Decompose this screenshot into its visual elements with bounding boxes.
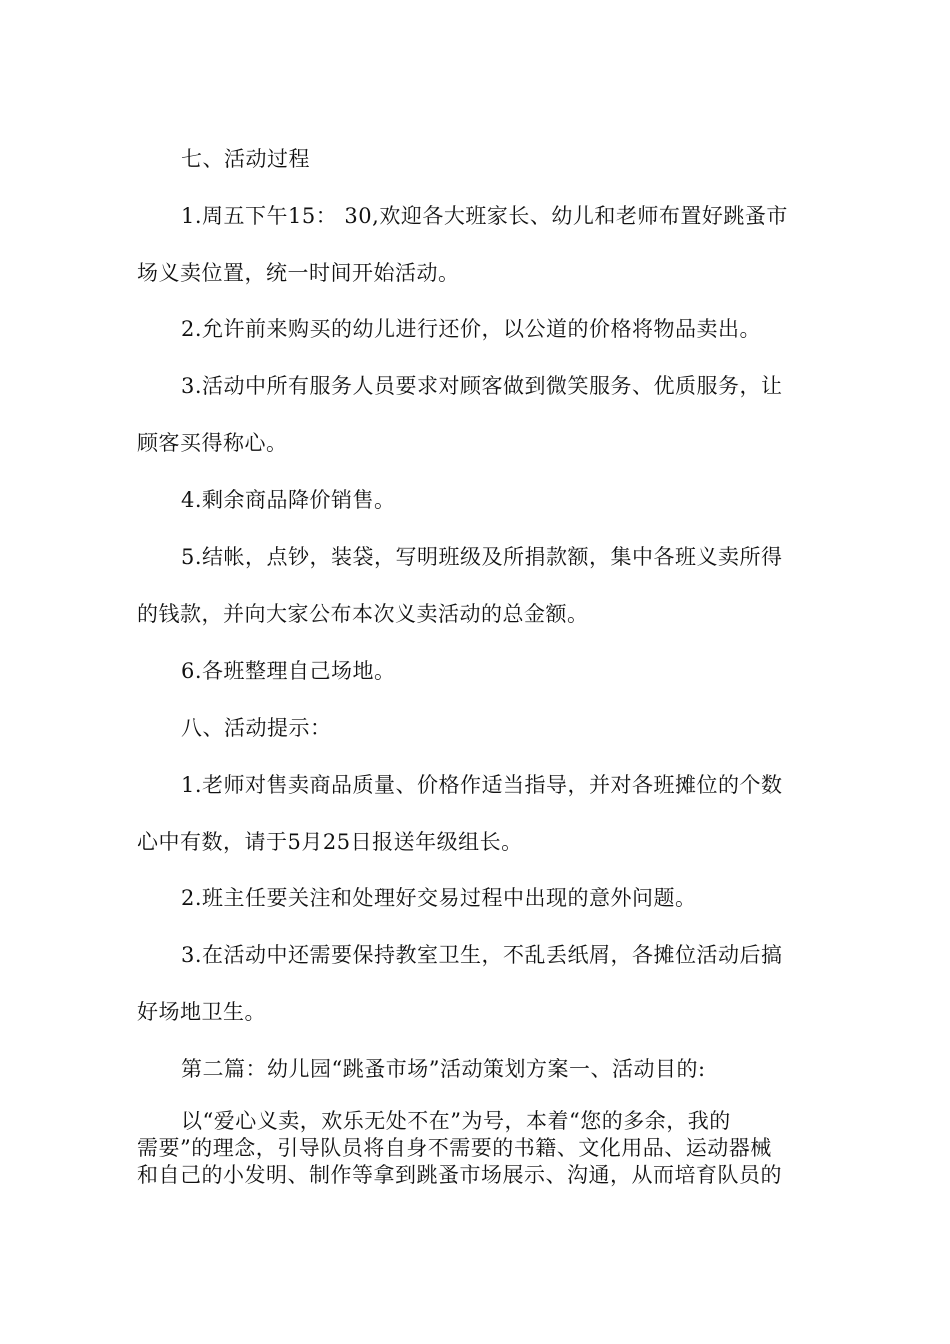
paragraph-line: 3.活动中所有服务人员要求对顾客做到微笑服务、优质服务，让 [181, 374, 783, 398]
section-heading-8: 八、活动提示： [181, 716, 332, 740]
paragraph-line: 5.结帐，点钞，装袋，写明班级及所捐款额，集中各班义卖所得 [181, 545, 783, 569]
paragraph-line: 以“爱心义卖，欢乐无处不在”为号，本着“您的多余，我的 [181, 1109, 731, 1133]
paragraph-line: 场义卖位置，统一时间开始活动。 [137, 261, 460, 285]
chapter-heading: 第二篇：幼儿园“跳蚤市场”活动策划方案一、活动目的: [181, 1057, 706, 1081]
paragraph-line: 1.周五下午15： 30,欢迎各大班家长、幼儿和老师布置好跳蚤市 [181, 204, 788, 228]
paragraph-line: 好场地卫生。 [137, 1000, 266, 1024]
paragraph-line: 6.各班整理自己场地。 [181, 659, 396, 683]
paragraph-line: 心中有数，请于5月25日报送年级组长。 [137, 830, 523, 854]
paragraph-line: 3.在活动中还需要保持教室卫生，不乱丢纸屑，各摊位活动后搞 [181, 943, 783, 967]
paragraph-line: 1.老师对售卖商品质量、价格作适当指导，并对各班摊位的个数 [181, 773, 783, 797]
paragraph-line: 顾客买得称心。 [137, 431, 288, 455]
paragraph-line: 2.班主任要关注和处理好交易过程中出现的意外问题。 [181, 886, 697, 910]
section-heading-7: 七、活动过程 [181, 147, 310, 171]
paragraph-line: 和自己的小发明、制作等拿到跳蚤市场展示、沟通，从而培育队员的 [137, 1163, 782, 1187]
paragraph-line: 2.允许前来购买的幼儿进行还价，以公道的价格将物品卖出。 [181, 317, 762, 341]
paragraph-line: 需要”的理念，引导队员将自身不需要的书籍、文化用品、运动器械 [137, 1136, 772, 1160]
paragraph-line: 4.剩余商品降价销售。 [181, 488, 396, 512]
paragraph-line: 的钱款，并向大家公布本次义卖活动的总金额。 [137, 602, 589, 626]
final-paragraph [137, 1108, 827, 1189]
